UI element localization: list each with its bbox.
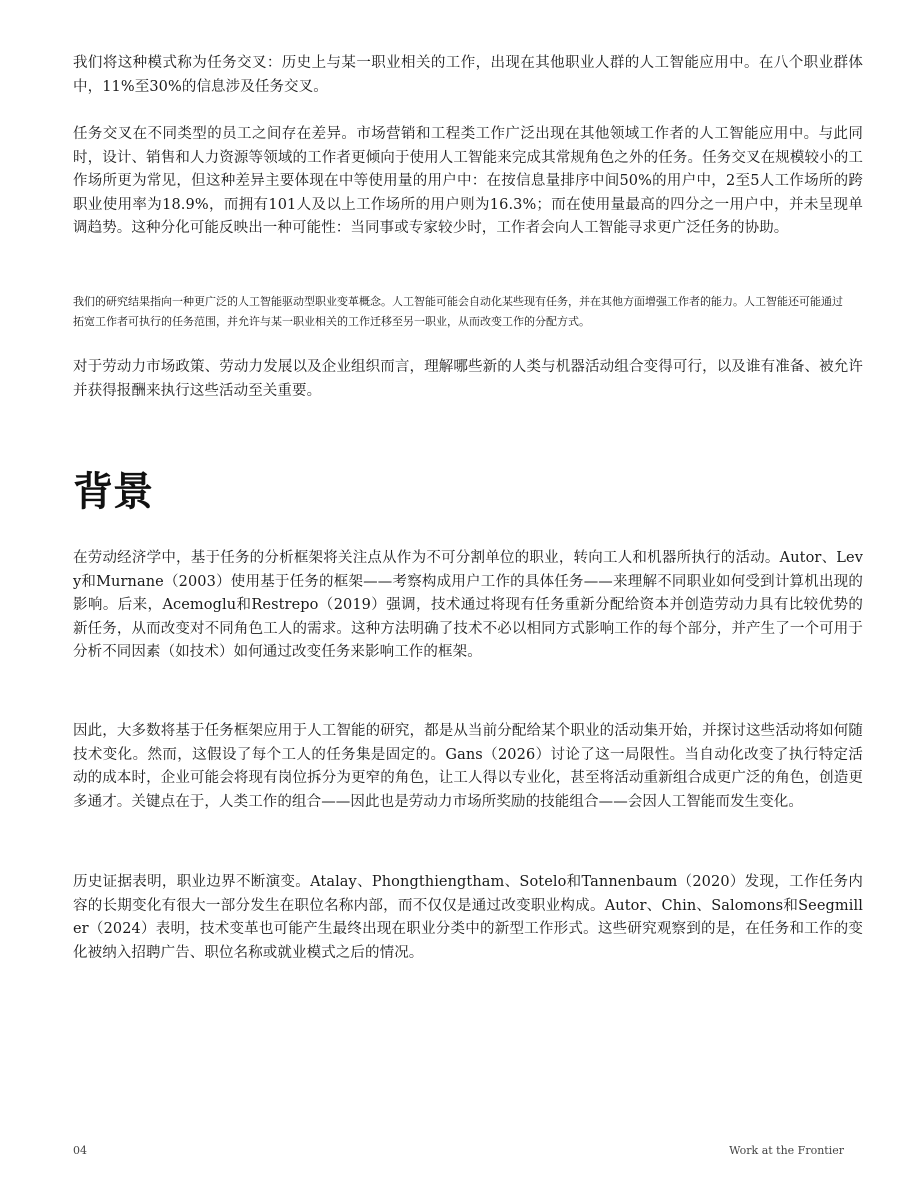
publication-title: Work at the Frontier xyxy=(729,1144,844,1157)
paragraph-historical-evidence: 历史证据表明，职业边界不断演变。Atalay、Phongthiengtham、Sotelo和Tannenbaum（2020）发现，工作任务内容的长期变化有很大一部分发生在职位名称内部，而不仅仅是通过改变职业构成。Autor、Chin、Salomons和Seegmiller（2024）表明，技术变革也可能产生最终出现在职业分类中的新型工作形式。这些研究观察到的是，在任务和工作的变化被纳入招聘广告、职位名称或就业模式之后的情况。 xyxy=(73,874,863,961)
paragraph-task-based-framework: 在劳动经济学中，基于任务的分析框架将关注点从作为不可分割单位的职业，转向工人和机器所执行的活动。Autor、Levy和Murnane（2003）使用基于任务的框架——考察构成用户工作的具体任务——来理解不同职业如何受到计算机出现的影响。后来，Acemoglu和Restrepo（2019）强调，技术通过将现有任务重新分配给资本并创造劳动力具有比较优势的新任务，从而改变对不同角色工人的需求。这种方法明确了技术不必以相同方式影响工作的每个部分，并产生了一个可用于分析不同因素（如技术）如何通过改变任务来影响工作的框架。 xyxy=(73,550,863,661)
section-heading-background: 背景 xyxy=(73,469,153,515)
paragraph-task-crossover-definition: 我们将这种模式称为任务交叉：历史上与某一职业相关的工作，出现在其他职业人群的人工智能应用中。在八个职业群体中，11%至30%的信息涉及任务交叉。 xyxy=(73,55,863,95)
page-number: 04 xyxy=(73,1144,87,1157)
paragraph-task-crossover-differences: 任务交叉在不同类型的员工之间存在差异。市场营销和工程类工作广泛出现在其他领域工作者的人工智能应用中。与此同时，设计、销售和人力资源等领域的工作者更倾向于使用人工智能来完成其常规角色之外的任务。任务交叉在规模较小的工作场所更为常见，但这种差异主要体现在中等使用量的用户中：在按信息量排序中间50%的用户中，2至5人工作场所的跨职业使用率为18.9%，而拥有101人及以上工作场所的用户则为16.3%；而在使用量最高的四分之一用户中，并未呈现单调趋势。这种分化可能反映出一种可能性：当同事或专家较少时，工作者会向人工智能寻求更广泛任务的协助。 xyxy=(73,126,863,237)
paragraph-labor-policy: 对于劳动力市场政策、劳动力发展以及企业组织而言，理解哪些新的人类与机器活动组合变得可行，以及谁有准备、被允许并获得报酬来执行这些活动至关重要。 xyxy=(73,359,863,399)
paragraph-research-findings: 我们的研究结果指向一种更广泛的人工智能驱动型职业变革概念。人工智能可能会自动化某些现有任务，并在其他方面增强工作者的能力。人工智能还可能通过拓宽工作者可执行的任务范围，并允许与某一职业相关的工作迁移至另一职业，从而改变工作的分配方式。 xyxy=(73,295,843,328)
paragraph-fixed-task-sets: 因此，大多数将基于任务框架应用于人工智能的研究，都是从当前分配给某个职业的活动集开始，并探讨这些活动将如何随技术变化。然而，这假设了每个工人的任务集是固定的。Gans（2026）讨论了这一局限性。当自动化改变了执行特定活动的成本时，企业可能会将现有岗位拆分为更窄的角色，让工人得以专业化，甚至将活动重新组合成更广泛的角色，创造更多通才。关键点在于，人类工作的组合——因此也是劳动力市场所奖励的技能组合——会因人工智能而发生变化。 xyxy=(73,723,863,810)
